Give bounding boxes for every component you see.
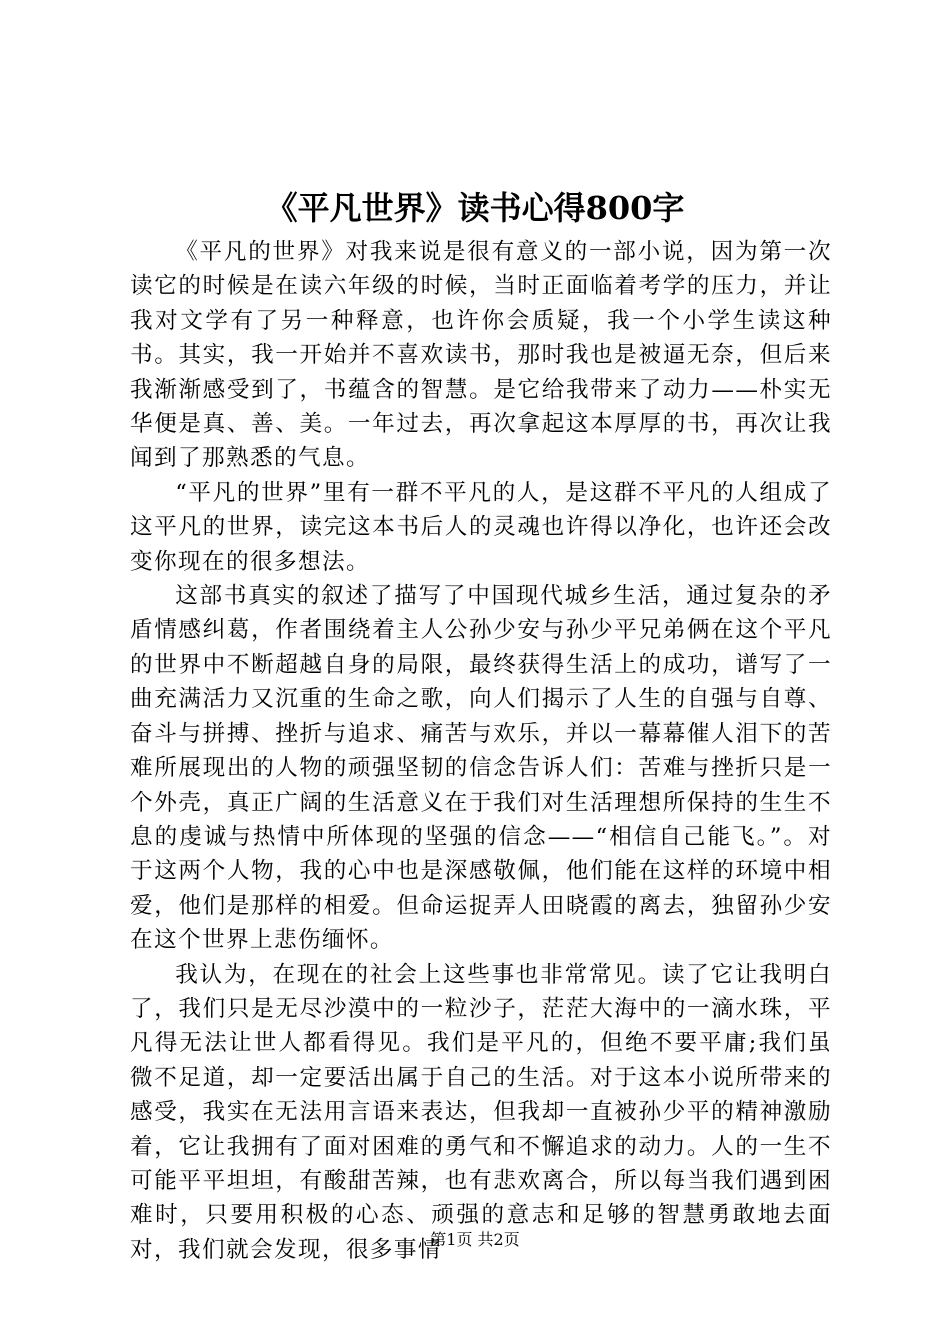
document-body (130, 235, 832, 1267)
document-title: 《平凡世界》读书心得800字 (265, 189, 685, 227)
paragraph-3: 这部书真实的叙述了描写了中国现代城乡生活，通过复杂的矛盾情感纠葛，作者围绕着主人公孙少安与孙少平兄弟俩在这个平凡的世界中不断超越自身的局限，最终获得生活上的成功，谱写了一曲充满活力又沉重的生命之歌，向人们揭示了人生的自强与自尊、奋斗与拼搏、挫折与追求、痛苦与欢乐，并以一幕幕催人泪下的苦难所展现出的人物的顽强坚韧的信念告诉人们：苦难与挫折只是一个外壳，真正广阔的生活意义在于我们对生活理想所保持的生生不息的虔诚与热情中所体现的坚强的信念——“相信自己能飞。”。对于这两个人物，我的心中也是深感敬佩，他们能在这样的环境中相爱，他们是那样的相爱。但命运捉弄人田晓霞的离去，独留孙少安在这个世界上悲伤缅怀。 (130, 583, 832, 954)
paragraph-4: 我认为，在现在的社会上这些事也非常常见。读了它让我明白了，我们只是无尽沙漠中的一粒沙子，茫茫大海中的一滴水珠，平凡得无法让世人都看得见。我们是平凡的，但绝不要平庸;我们虽微不足道，却一定要活出属于自己的生活。对于这本小说所带来的感受，我实在无法用言语来表达，但我却一直被孙少平的精神激励着，它让我拥有了面对困难的勇气和不懈追求的动力。人的一生不可能平平坦坦，有酸甜苦辣，也有悲欢离合，所以每当我们遇到困难时，只要用积极的心态、顽强的意志和足够的智慧勇敢地去面对，我们就会发现，很多事情 (130, 961, 832, 1263)
paragraph-1: 《平凡的世界》对我来说是很有意义的一部小说，因为第一次读它的时候是在读六年级的时候，当时正面临着考学的压力，并让我对文学有了另一种释意，也许你会质疑，我一个小学生读这种书。其实，我一开始并不喜欢读书，那时我也是被逼无奈，但后来我渐渐感受到了，书蕴含的智慧。是它给我带来了动力——朴实无华便是真、善、美。一年过去，再次拿起这本厚厚的书，再次让我闻到了那熟悉的气息。 (130, 239, 832, 472)
paragraph-2: “平凡的世界”里有一群不平凡的人，是这群不平凡的人组成了这平凡的世界，读完这本书后人的灵魂也许得以净化，也许还会改变你现在的很多想法。 (130, 479, 832, 575)
page-number-footer: 第1页 共2页 (430, 1230, 520, 1249)
